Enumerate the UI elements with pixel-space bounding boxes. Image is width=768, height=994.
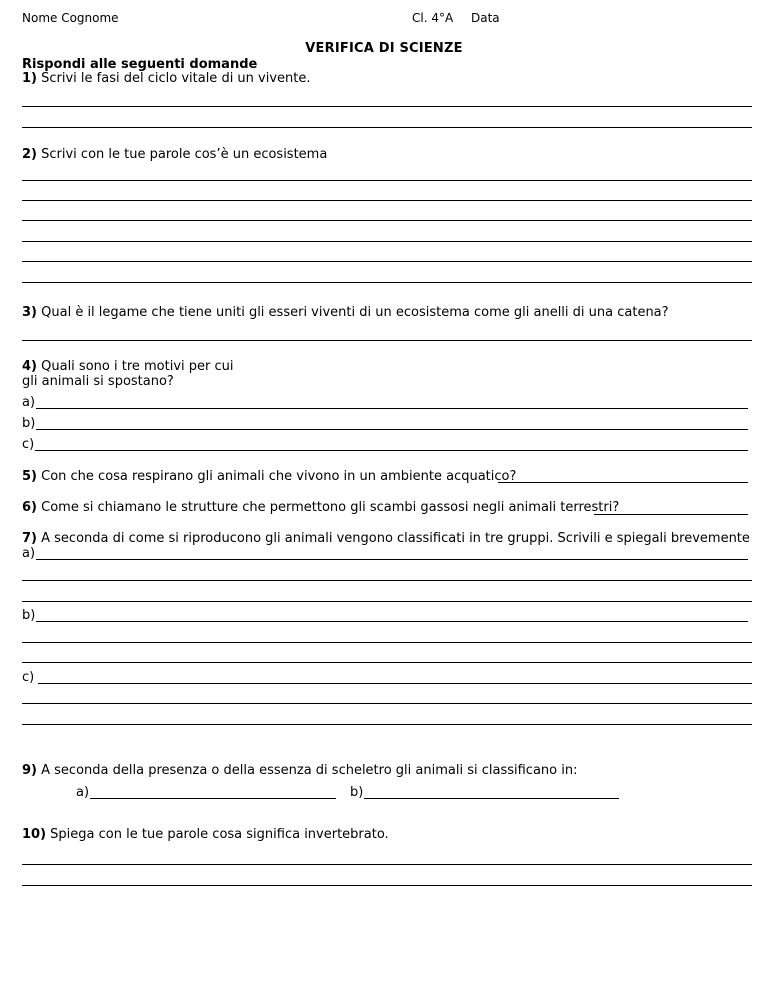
answer-line-b[interactable]: [36, 429, 748, 430]
answer-label-a: a): [22, 395, 36, 410]
answer-line[interactable]: [22, 241, 752, 242]
question-4-continued: gli animali si spostano?: [22, 374, 174, 389]
answer-label-b: b): [22, 416, 36, 431]
answer-line[interactable]: [22, 864, 752, 865]
instructions: Rispondi alle seguenti domande: [22, 57, 258, 72]
question-5: 5) Con che cosa respirano gli animali che vivono in un ambiente acquatico?: [22, 469, 517, 484]
answer-line[interactable]: [22, 220, 752, 221]
question-6: 6) Come si chiamano le strutture che permettono gli scambi gassosi negli animali terrestri?: [22, 500, 620, 515]
answer-line[interactable]: [498, 482, 748, 483]
answer-line[interactable]: [22, 724, 752, 725]
answer-line[interactable]: [594, 514, 748, 515]
answer-line[interactable]: [22, 601, 752, 602]
answer-line[interactable]: [22, 885, 752, 886]
class-label: Cl. 4°A: [412, 11, 454, 25]
question-2: 2) Scrivi con le tue parole cos’è un ecosistema: [22, 147, 328, 162]
answer-line[interactable]: [22, 662, 752, 663]
answer-line-c[interactable]: [38, 683, 752, 684]
answer-label-b: b): [350, 785, 364, 800]
answer-label-b: b): [22, 608, 36, 623]
answer-line[interactable]: [22, 106, 752, 107]
answer-label-c: c): [22, 670, 35, 685]
answer-label-c: c): [22, 437, 35, 452]
answer-line[interactable]: [22, 180, 752, 181]
answer-line[interactable]: [22, 340, 752, 341]
answer-line-c[interactable]: [35, 450, 748, 451]
page-title: VERIFICA DI SCIENZE: [305, 41, 463, 56]
answer-line[interactable]: [22, 703, 752, 704]
answer-line[interactable]: [22, 261, 752, 262]
answer-label-a: a): [76, 785, 90, 800]
question-10: 10) Spiega con le tue parole cosa significa invertebrato.: [22, 827, 389, 842]
answer-line[interactable]: [22, 580, 752, 581]
answer-line-a[interactable]: [36, 559, 748, 560]
answer-line[interactable]: [22, 642, 752, 643]
answer-line-b[interactable]: [364, 798, 619, 799]
question-7: 7) A seconda di come si riproducono gli animali vengono classificati in tre gruppi. Scrivili e spiegali brevemente: [22, 531, 750, 546]
answer-line[interactable]: [22, 127, 752, 128]
answer-line-a[interactable]: [90, 798, 336, 799]
question-9: 9) A seconda della presenza o della essenza di scheletro gli animali si classificano in:: [22, 763, 578, 778]
answer-line[interactable]: [22, 200, 752, 201]
answer-line[interactable]: [22, 282, 752, 283]
name-surname-label: Nome Cognome: [22, 11, 119, 25]
date-label: Data: [471, 11, 500, 25]
answer-line-b[interactable]: [36, 621, 748, 622]
answer-line-a[interactable]: [36, 408, 748, 409]
question-3: 3) Qual è il legame che tiene uniti gli esseri viventi di un ecosistema come gli anelli di una catena?: [22, 305, 669, 320]
question-1: 1) Scrivi le fasi del ciclo vitale di un vivente.: [22, 71, 311, 86]
answer-label-a: a): [22, 546, 36, 561]
question-4: 4) Quali sono i tre motivi per cui: [22, 359, 234, 374]
